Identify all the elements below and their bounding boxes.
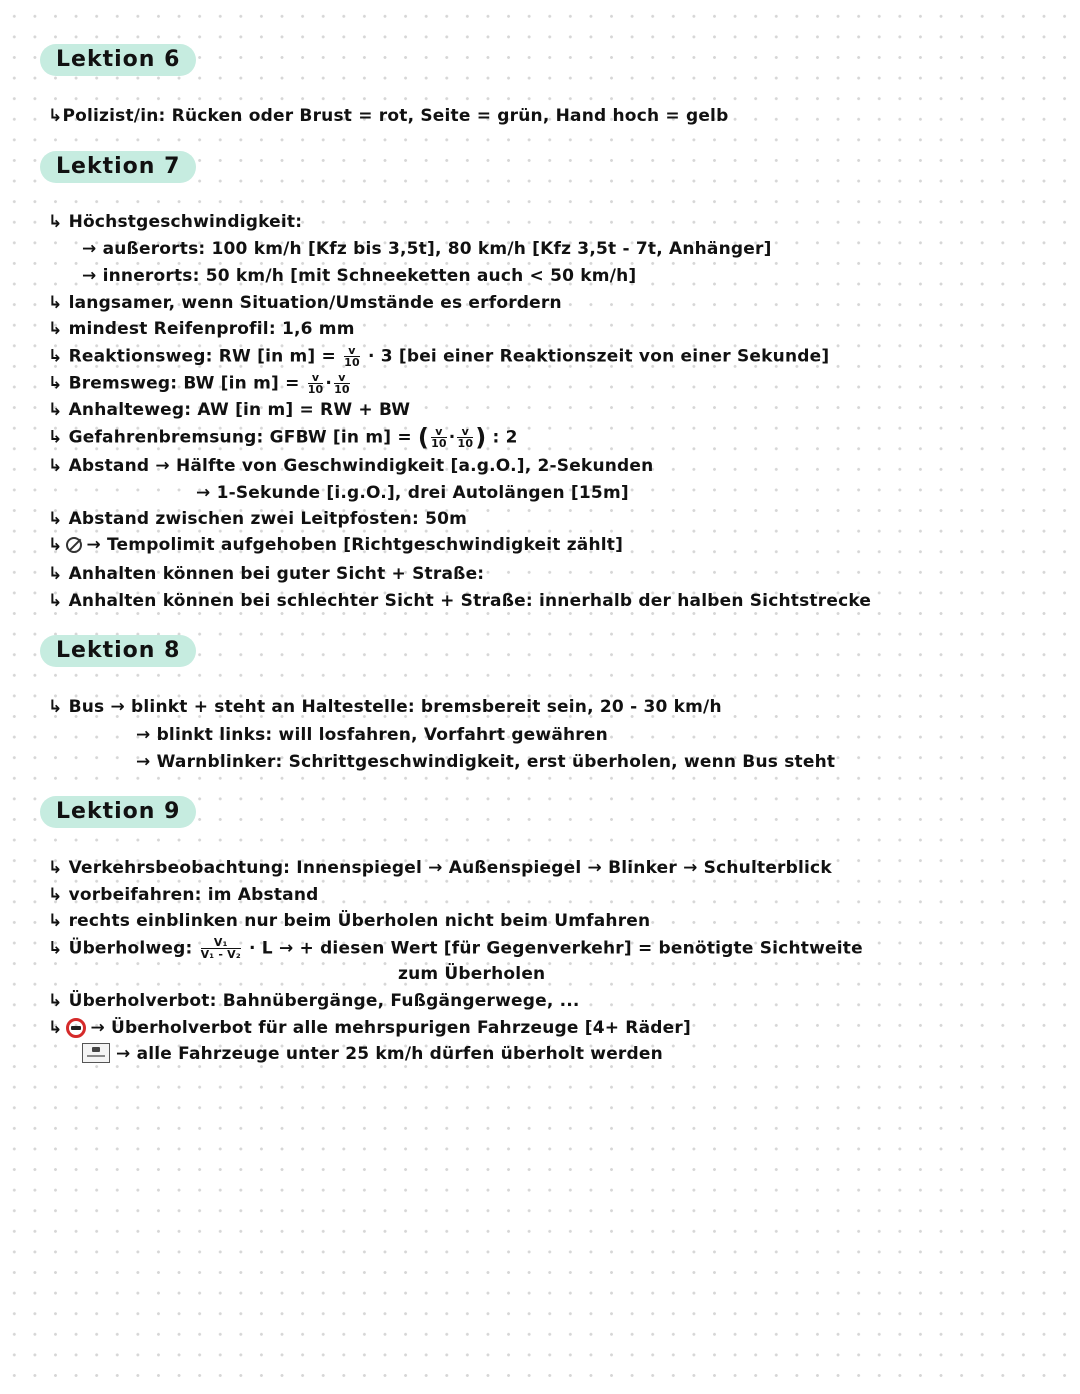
reaktionsweg-label: ↳ Reaktionsweg: RW [in m] = [48, 346, 336, 367]
end-of-speed-limit-sign-icon [66, 537, 82, 553]
note-polizist: ↳Polizist/in: Rücken oder Brust = rot, Seite = grün, Hand hoch = gelb [48, 106, 729, 126]
note-verkehrsbeobachtung: ↳ Verkehrsbeobachtung: Innenspiegel → Außenspiegel → Blinker → Schulterblick [48, 858, 832, 878]
reaktionsweg-rest: · 3 [bei einer Reaktionszeit von einer Sekunde] [367, 346, 830, 367]
note-abstand: ↳ Abstand → Hälfte von Geschwindigkeit [a.g.O.], 2-Sekunden [48, 456, 654, 476]
ueberholverbot-schild-text: → Überholverbot für alle mehrspurigen Fahrzeuge [4+ Räder] [90, 1018, 691, 1038]
note-abstand-innerorts: → 1-Sekunde [i.g.O.], drei Autolängen [15m] [196, 483, 629, 503]
note-anhalteweg: ↳ Anhalteweg: AW [in m] = RW + BW [48, 400, 411, 420]
heading-lektion-8: Lektion 8 [40, 635, 196, 667]
note-ueberholverbot-schild: ↳ → Überholverbot für alle mehrspurigen Fahrzeuge [4+ Räder] [48, 1018, 691, 1038]
note-bus-haltestelle: ↳ Bus → blinkt + steht an Haltestelle: bremsbereit sein, 20 - 30 km/h [48, 697, 722, 717]
note-zum-ueberholen: zum Überholen [398, 964, 546, 984]
fraction-v-10: $\frac{v}{10}$ [457, 425, 474, 450]
heading-lektion-9: Lektion 9 [40, 796, 196, 828]
note-bus-blinkt-links: → blinkt links: will losfahren, Vorfahrt gewähren [136, 725, 608, 745]
note-schlechte-sicht: ↳ Anhalten können bei schlechter Sicht + Straße: innerhalb der halben Sichtstrecke [48, 591, 872, 611]
note-ueberholverbot: ↳ Überholverbot: Bahnübergänge, Fußgängerwege, ... [48, 991, 580, 1011]
gefahrenbremsung-rest: : 2 [492, 427, 518, 448]
no-overtaking-sign-icon [66, 1018, 86, 1038]
note-leitpfosten: ↳ Abstand zwischen zwei Leitpfosten: 50m [48, 509, 468, 529]
ueberholweg-label: ↳ Überholweg: [48, 938, 193, 959]
fraction-v-10: $\frac{v}{10}$ [344, 344, 360, 369]
heading-lektion-7: Lektion 7 [40, 151, 196, 183]
note-langsamer: ↳ langsamer, wenn Situation/Umstände es erfordern [48, 293, 562, 313]
tempolimit-text: → Tempolimit aufgehoben [Richtgeschwindigkeit zählt] [86, 535, 624, 555]
note-gute-sicht: ↳ Anhalten können bei guter Sicht + Straße: [48, 564, 485, 584]
fraction-v-10: $\frac{v}{10}$ [307, 371, 324, 396]
supplementary-plate-icon [82, 1043, 110, 1063]
note-ausserorts: → außerorts: 100 km/h [Kfz bis 3,5t], 80 km/h [Kfz 3,5t - 7t, Anhänger] [82, 239, 772, 259]
note-gefahrenbremsung: ↳ Gefahrenbremsung: GFBW [in m] = ( $\frac{v}{10}$ · $\frac{v}{10}$ ) : 2 [48, 423, 518, 452]
note-ueberholweg [48, 937, 863, 960]
note-hoechstgeschwindigkeit: ↳ Höchstgeschwindigkeit: [48, 212, 303, 232]
heading-lektion-6: Lektion 6 [40, 44, 196, 76]
ueberholweg-rest: · L → + diesen Wert [für Gegenverkehr] = benötigte Sichtweite [249, 938, 863, 959]
bremsweg-label: ↳ Bremsweg: BW [in m] = [48, 373, 300, 394]
note-bus-warnblinker: → Warnblinker: Schrittgeschwindigkeit, erst überholen, wenn Bus steht [136, 752, 836, 772]
fraction-v-10: $\frac{v}{10}$ [431, 425, 447, 450]
note-bremsweg: ↳ Bremsweg: BW [in m] = $\frac{v}{10}$ · $\frac{v}{10}$ [48, 371, 350, 396]
note-einblinken: ↳ rechts einblinken nur beim Überholen nicht beim Umfahren [48, 911, 651, 931]
note-reifenprofil: ↳ mindest Reifenprofil: 1,6 mm [48, 319, 355, 339]
note-innerorts: → innerorts: 50 km/h [mit Schneeketten auch < 50 km/h] [82, 266, 637, 286]
fraction-v-10: $\frac{v}{10}$ [334, 371, 350, 396]
note-25kmh: → alle Fahrzeuge unter 25 km/h dürfen überholt werden [116, 1044, 663, 1064]
note-vorbeifahren: ↳ vorbeifahren: im Abstand [48, 885, 319, 905]
note-tempolimit: ↳ → Tempolimit aufgehoben [Richtgeschwindigkeit zählt] [48, 535, 624, 555]
note-reaktionsweg [48, 345, 829, 368]
gefahrenbremsung-label: ↳ Gefahrenbremsung: GFBW [in m] = [48, 427, 412, 448]
fraction-v1-over-v1-minus-v2: $\frac{\text{V₁}}{\text{V₁ - V₂}}$ [200, 936, 241, 961]
